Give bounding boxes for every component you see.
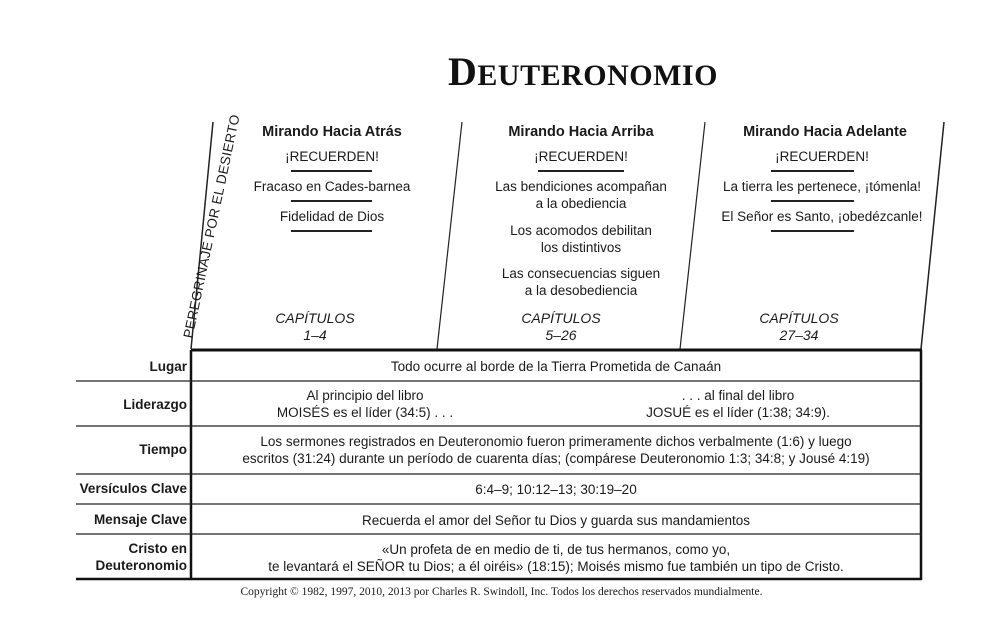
column-heading-3: Mirando Hacia Adelante <box>743 124 907 140</box>
column-heading-1: Mirando Hacia Atrás <box>262 124 402 140</box>
column-2-item-3: a la obediencia <box>535 196 627 211</box>
cell-tiempo-2: escritos (31:24) durante un período de cuarenta días; (compárese Deuteronomio 1:3; 34:8; y Jousé 4:19) <box>242 451 870 466</box>
column-2-item-2: Las bendiciones acompañan <box>495 179 667 194</box>
column-2-item-7: a la desobediencia <box>524 283 638 298</box>
column-3-item-3: El Señor es Santo, ¡obedézcanle! <box>721 209 923 224</box>
column-1-item-2: Fracaso en Cades-barnea <box>253 179 411 194</box>
column-2-item-5: los distintivos <box>540 240 622 255</box>
cell-liderazgo-right-1: . . . al final del libro <box>681 388 795 403</box>
cell-mensaje: Recuerda el amor del Señor tu Dios y guarda sus mandamientos <box>362 513 750 528</box>
row-label-tiempo: Tiempo <box>139 442 187 457</box>
vertical-label: PEREGRINAJE POR EL DESIERTO <box>180 113 243 340</box>
title-rest: EUTERONOMIO <box>477 59 718 92</box>
column-1-chapters-label: CAPÍTULOS <box>275 310 355 326</box>
column-2-chapters-label: CAPÍTULOS <box>521 310 601 326</box>
column-2-item-1: ¡RECUERDEN! <box>534 149 628 164</box>
title-initial: D <box>448 49 478 94</box>
column-1-chapters: 1–4 <box>303 327 327 343</box>
column-1-item-1: ¡RECUERDEN! <box>285 149 379 164</box>
cell-liderazgo-left-2: MOISÉS es el líder (34:5) . . . <box>276 405 454 420</box>
cell-tiempo-1: Los sermones registrados en Deuteronomio fueron primeramente dichos verbalmente (1:6) y luego <box>260 434 852 449</box>
separator-1 <box>437 122 462 349</box>
row-label-cristo-1: Cristo en <box>128 541 187 556</box>
cell-lugar: Todo ocurre al borde de la Tierra Prometida de Canaán <box>390 359 722 374</box>
column-2-item-6: Las consecuencias siguen <box>501 266 661 281</box>
column-heading-2: Mirando Hacia Arriba <box>508 124 654 140</box>
row-label-liderazgo: Liderazgo <box>123 397 187 412</box>
cell-cristo-1: «Un profeta de en medio de ti, de tus hermanos, como yo, <box>381 542 731 557</box>
row-label-mensaje: Mensaje Clave <box>93 512 187 527</box>
cell-cristo-2: te levantará el SEÑOR tu Dios; a él oiréis» (18:15); Moisés mismo fue también un tipo de Cristo. <box>268 559 844 574</box>
cell-versiculos: 6:4–9; 10:12–13; 30:19–20 <box>475 482 637 497</box>
cell-liderazgo-left-1: Al principio del libro <box>306 388 424 403</box>
column-2-item-4: Los acomodos debilitan <box>510 223 652 238</box>
copyright: Copyright © 1982, 1997, 2010, 2013 por Charles R. Swindoll, Inc. Todos los derechos reservados mundialmente. <box>240 586 763 598</box>
cell-liderazgo-right-2: JOSUÉ es el líder (1:38; 34:9). <box>646 405 830 420</box>
column-3-item-2: La tierra les pertenece, ¡tómenla! <box>722 179 922 194</box>
column-1-item-3: Fidelidad de Dios <box>279 209 385 224</box>
column-3-chapters: 27–34 <box>779 327 819 343</box>
column-2-chapters: 5–26 <box>545 327 577 343</box>
column-3-item-1: ¡RECUERDEN! <box>775 149 869 164</box>
column-3-chapters-label: CAPÍTULOS <box>759 310 839 326</box>
row-label-cristo-2: Deuteronomio <box>95 558 187 573</box>
row-label-lugar: Lugar <box>149 359 187 374</box>
row-label-versiculos: Versículos Clave <box>79 481 187 496</box>
